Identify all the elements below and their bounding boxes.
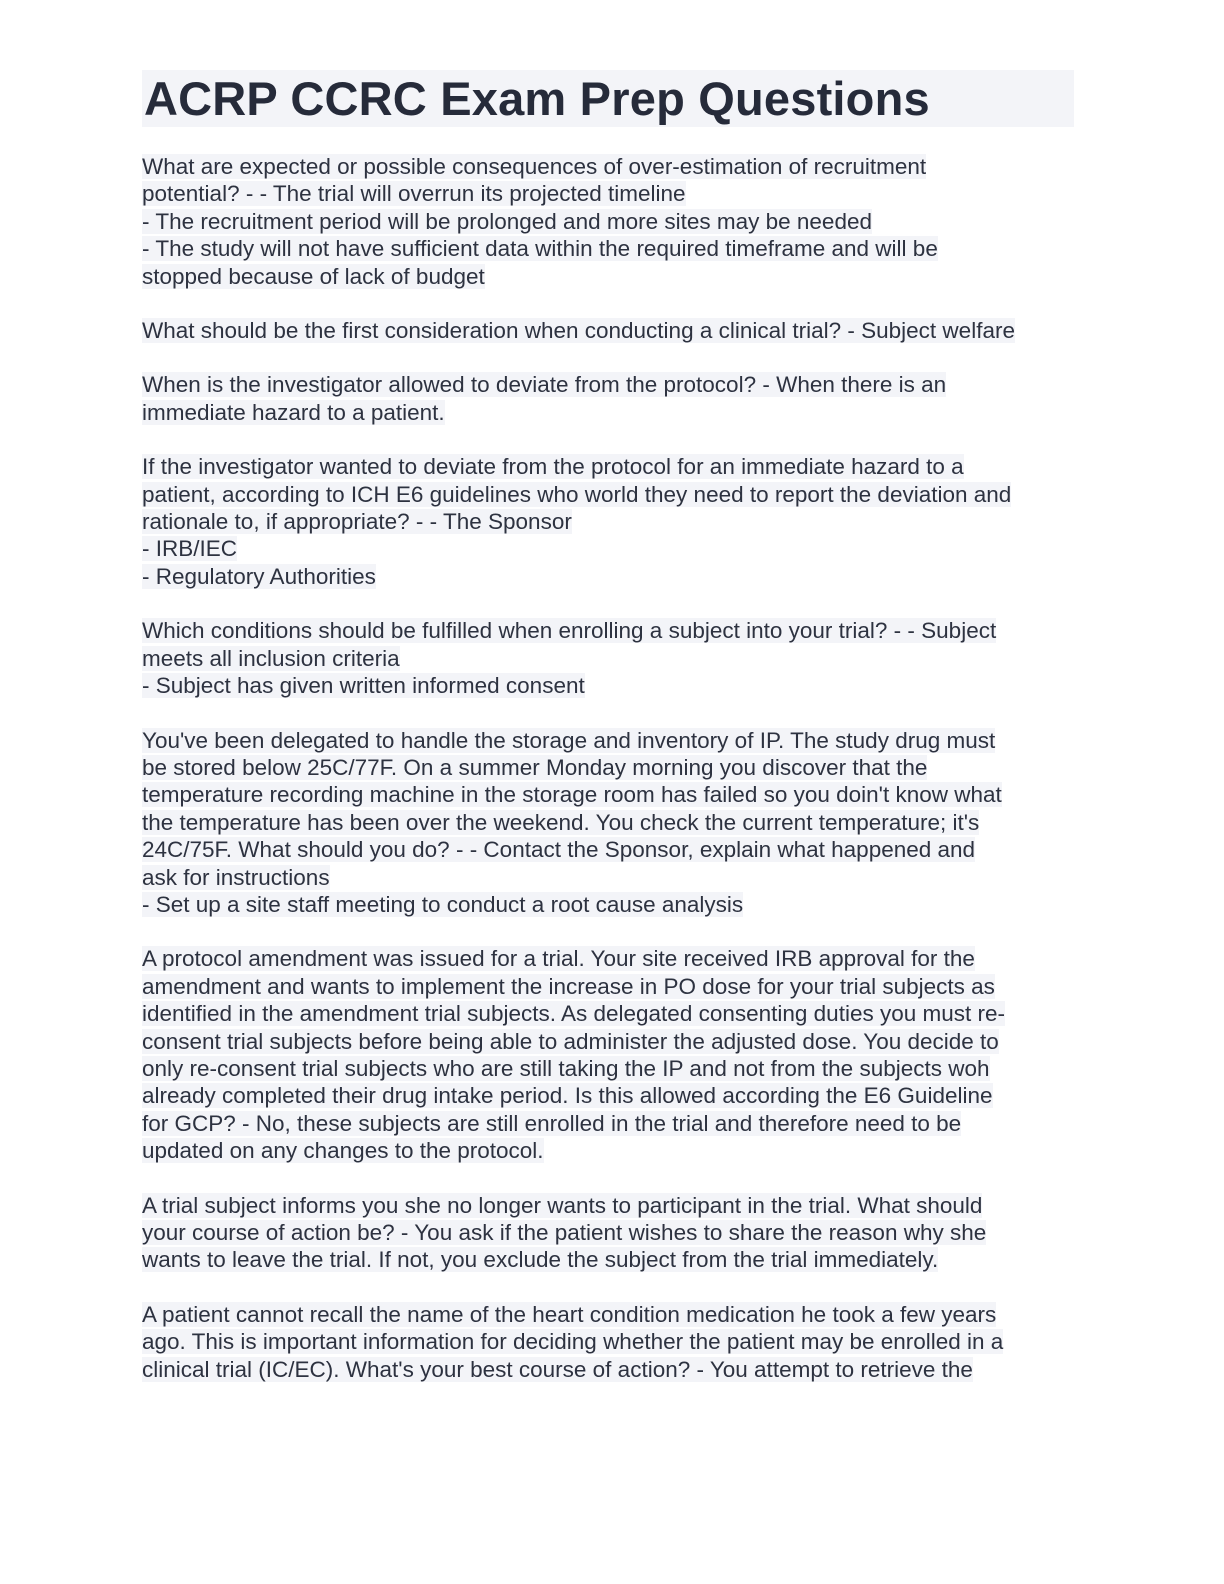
- qa-line: [142, 836, 1072, 863]
- qa-line: [142, 263, 1072, 290]
- qa-line-text: - Subject has given written informed consent: [142, 673, 585, 699]
- qa-entry: [142, 153, 1072, 290]
- qa-line: [142, 399, 1072, 426]
- qa-line: [142, 180, 1072, 207]
- qa-line: [142, 208, 1072, 235]
- qa-line: [142, 1328, 1072, 1355]
- qa-line-text: A protocol amendment was issued for a trial. Your site received IRB approval for the: [142, 946, 975, 972]
- qa-line-text: updated on any changes to the protocol.: [142, 1138, 544, 1164]
- qa-line: [142, 317, 1072, 344]
- qa-line-text: for GCP? - No, these subjects are still enrolled in the trial and therefore need to be: [142, 1110, 962, 1136]
- qa-line: [142, 453, 1072, 480]
- qa-line-text: Which conditions should be fulfilled when enrolling a subject into your trial? - - Subject: [142, 618, 997, 644]
- qa-line-text: potential? - - The trial will overrun its projected timeline: [142, 181, 686, 207]
- qa-line: [142, 535, 1072, 562]
- document-title: ACRP CCRC Exam Prep Questions: [142, 70, 1074, 127]
- qa-line: [142, 1137, 1072, 1164]
- qa-entry: [142, 317, 1072, 344]
- qa-line-text: wants to leave the trial. If not, you exclude the subject from the trial immediately.: [142, 1247, 939, 1273]
- qa-line-text: meets all inclusion criteria: [142, 645, 400, 671]
- qa-line: [142, 508, 1072, 535]
- qa-line: [142, 781, 1072, 808]
- qa-line-text: ask for instructions: [142, 864, 330, 890]
- qa-line-text: A trial subject informs you she no longer wants to participant in the trial. What should: [142, 1192, 983, 1218]
- qa-line-text: stopped because of lack of budget: [142, 263, 485, 289]
- qa-line-text: patient, according to ICH E6 guidelines who world they need to report the deviation and: [142, 481, 1012, 507]
- qa-line: [142, 1000, 1072, 1027]
- qa-line-text: ago. This is important information for deciding whether the patient may be enrolled in a: [142, 1329, 1004, 1355]
- qa-line-text: the temperature has been over the weekend. You check the current temperature; it's: [142, 809, 980, 835]
- qa-line: [142, 809, 1072, 836]
- qa-line: [142, 617, 1072, 644]
- qa-line: [142, 973, 1072, 1000]
- qa-line-text: What are expected or possible consequences of over-estimation of recruitment: [142, 154, 927, 179]
- qa-line: [142, 371, 1072, 398]
- document-page: [142, 70, 1074, 1410]
- qa-list: [142, 153, 1074, 1383]
- qa-line-text: When is the investigator allowed to deviate from the protocol? - When there is an: [142, 372, 947, 398]
- qa-line: [142, 1192, 1072, 1219]
- qa-line: [142, 672, 1072, 699]
- qa-line-text: amendment and wants to implement the increase in PO dose for your trial subjects as: [142, 973, 995, 999]
- qa-line: [142, 153, 1072, 180]
- qa-line: [142, 1028, 1072, 1055]
- qa-line: [142, 645, 1072, 672]
- qa-entry: [142, 617, 1072, 699]
- qa-line-text: - IRB/IEC: [142, 536, 238, 562]
- qa-line: [142, 1219, 1072, 1246]
- qa-line: [142, 1082, 1072, 1109]
- qa-line: [142, 1356, 1072, 1383]
- qa-line-text: What should be the first consideration when conducting a clinical trial? - Subject welfare: [142, 318, 1015, 344]
- qa-line-text: temperature recording machine in the storage room has failed so you doin't know what: [142, 782, 1002, 808]
- qa-line-text: - Set up a site staff meeting to conduct a root cause analysis: [142, 891, 744, 917]
- qa-line: [142, 481, 1072, 508]
- qa-line-text: - The recruitment period will be prolonged and more sites may be needed: [142, 208, 872, 234]
- qa-entry: [142, 1301, 1072, 1383]
- qa-line-text: identified in the amendment trial subjects. As delegated consenting duties you must re-: [142, 1001, 1005, 1027]
- qa-entry: [142, 371, 1072, 426]
- qa-line: [142, 1246, 1072, 1273]
- qa-line-text: You've been delegated to handle the storage and inventory of IP. The study drug must: [142, 727, 996, 753]
- qa-line: [142, 1301, 1072, 1328]
- qa-line: [142, 864, 1072, 891]
- qa-line: [142, 563, 1072, 590]
- qa-entry: [142, 945, 1072, 1164]
- qa-line-text: only re-consent trial subjects who are still taking the IP and not from the subjects woh: [142, 1055, 990, 1081]
- qa-line: [142, 754, 1072, 781]
- qa-line-text: consent trial subjects before being able to administer the adjusted dose. You decide to: [142, 1028, 999, 1054]
- qa-line-text: - The study will not have sufficient data within the required timeframe and will be: [142, 236, 938, 262]
- qa-line-text: already completed their drug intake period. Is this allowed according the E6 Guideline: [142, 1083, 993, 1109]
- qa-line-text: be stored below 25C/77F. On a summer Monday morning you discover that the: [142, 754, 928, 780]
- qa-entry: [142, 727, 1072, 919]
- qa-entry: [142, 1192, 1072, 1274]
- qa-line: [142, 235, 1072, 262]
- qa-line-text: - Regulatory Authorities: [142, 563, 376, 589]
- qa-line: [142, 891, 1072, 918]
- qa-line: [142, 727, 1072, 754]
- qa-line-text: If the investigator wanted to deviate from the protocol for an immediate hazard to a: [142, 454, 964, 480]
- qa-line-text: 24C/75F. What should you do? - - Contact the Sponsor, explain what happened and: [142, 837, 976, 863]
- qa-line: [142, 945, 1072, 972]
- qa-line: [142, 1055, 1072, 1082]
- qa-line-text: A patient cannot recall the name of the heart condition medication he took a few years: [142, 1301, 997, 1327]
- qa-line-text: clinical trial (IC/EC). What's your best course of action? - You attempt to retrieve the: [142, 1356, 973, 1382]
- qa-line-text: rationale to, if appropriate? - - The Sponsor: [142, 509, 572, 535]
- qa-entry: [142, 453, 1072, 590]
- qa-line-text: your course of action be? - You ask if the patient wishes to share the reason why she: [142, 1220, 987, 1245]
- qa-line: [142, 1110, 1072, 1137]
- qa-line-text: immediate hazard to a patient.: [142, 399, 445, 425]
